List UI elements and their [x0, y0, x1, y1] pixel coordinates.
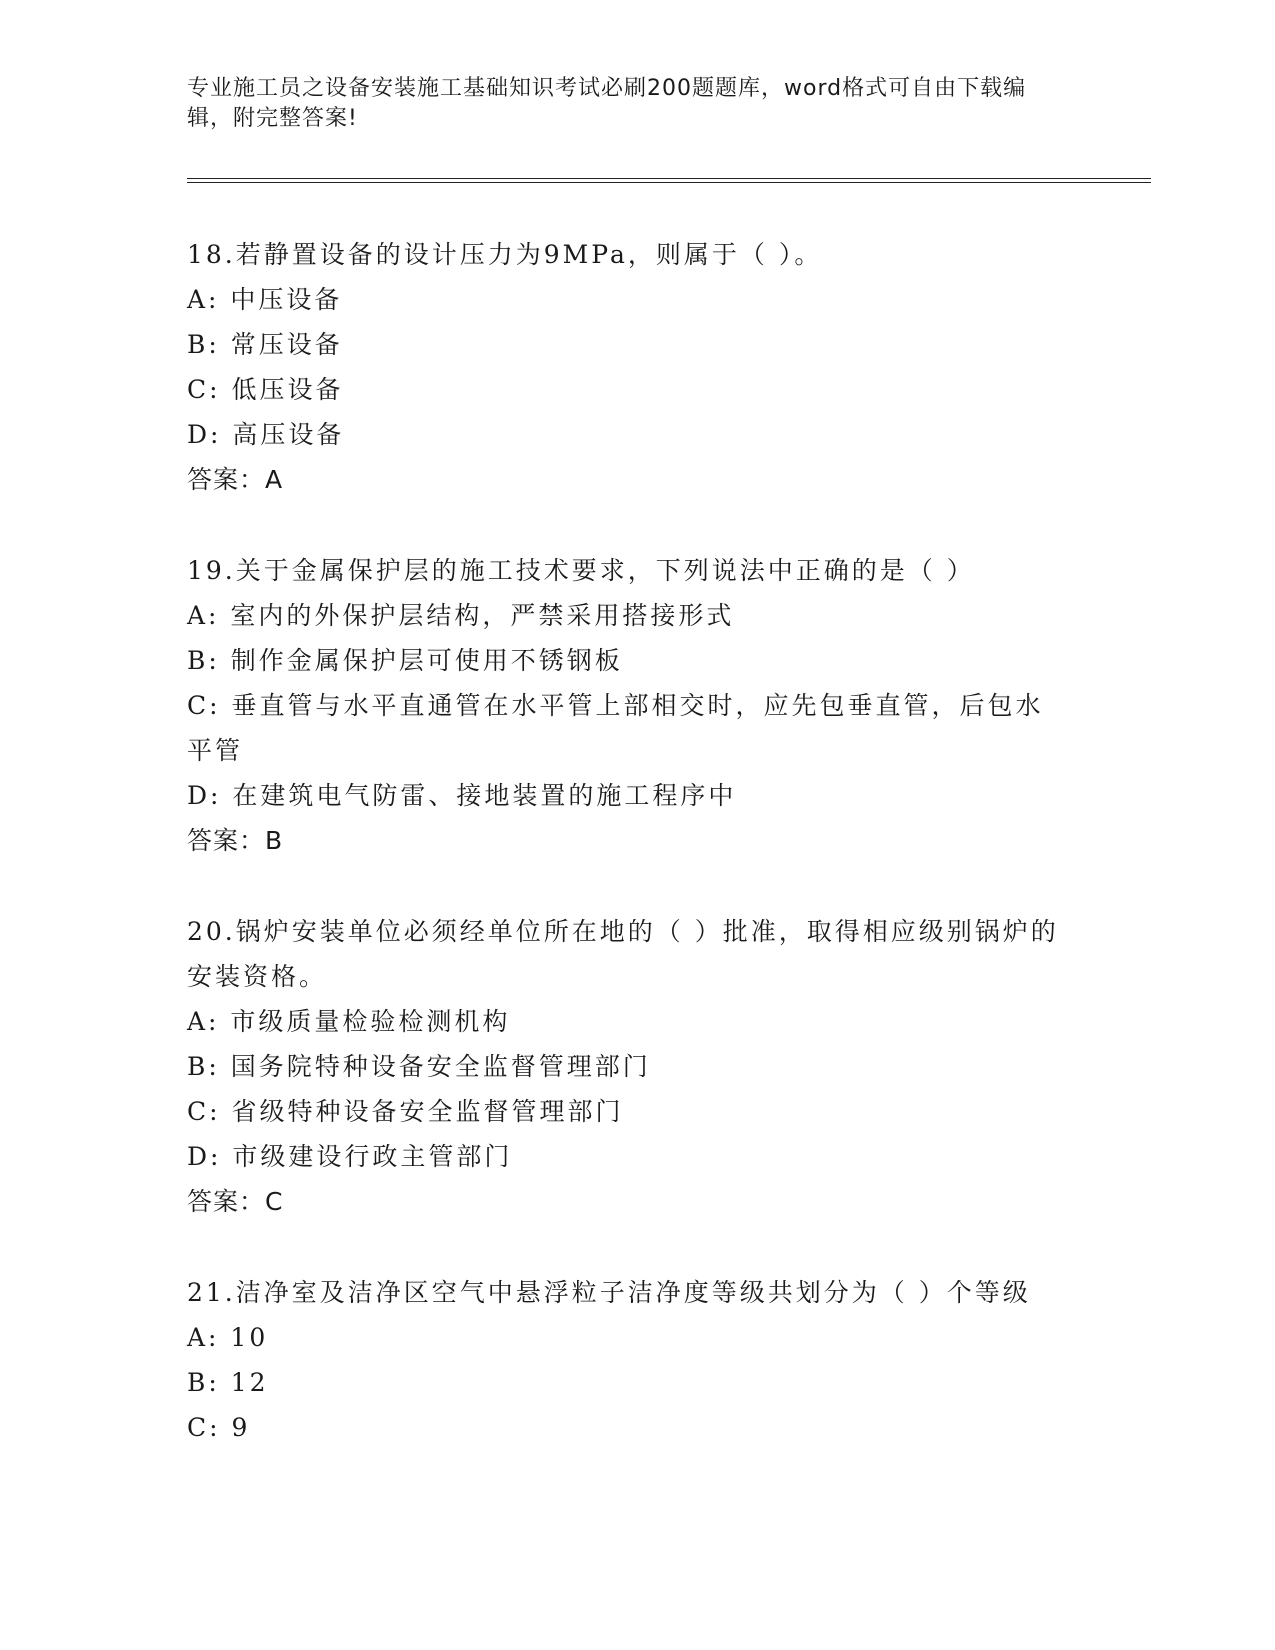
question-stem: 20.锅炉安装单位必须经单位所在地的（ ）批准，取得相应级别锅炉的安装资格。: [187, 917, 1059, 991]
option-d: D: 市级建设行政主管部门: [187, 1142, 513, 1171]
answer: 答案：A: [187, 465, 284, 494]
option-b: B: 制作金属保护层可使用不锈钢板: [187, 646, 623, 675]
option-b: B: 国务院特种设备安全监督管理部门: [187, 1052, 651, 1081]
question-stem: 21.洁净室及洁净区空气中悬浮粒子洁净度等级共划分为（ ）个等级: [187, 1278, 1031, 1307]
question-20: [187, 909, 1067, 1224]
document-header: 专业施工员之设备安装施工基础知识考试必刷200题题库，word格式可自由下载编辑，附完整答案!: [187, 76, 1027, 131]
question-stem: 18.若静置设备的设计压力为9MPa，则属于（ ）。: [187, 240, 823, 269]
option-b: B: 12: [187, 1368, 269, 1397]
header-divider: [187, 178, 1151, 183]
option-a: A: 市级质量检验检测机构: [187, 1007, 511, 1036]
option-b: B: 常压设备: [187, 330, 343, 359]
question-19: [187, 548, 1067, 863]
question-18: [187, 232, 1067, 502]
option-d: D: 高压设备: [187, 420, 345, 449]
answer: 答案：C: [187, 1187, 284, 1216]
option-c: C: 9: [187, 1413, 251, 1442]
question-stem: 19.关于金属保护层的施工技术要求，下列说法中正确的是（ ）: [187, 556, 975, 585]
answer: 答案：B: [187, 826, 284, 855]
question-21: [187, 1270, 1067, 1450]
option-c: C: 省级特种设备安全监督管理部门: [187, 1097, 624, 1126]
option-c: C: 垂直管与水平直通管在水平管上部相交时，应先包垂直管，后包水平管: [187, 691, 1044, 765]
question-list: [187, 232, 1067, 1496]
option-a: A: 室内的外保护层结构，严禁采用搭接形式: [187, 601, 735, 630]
option-a: A: 10: [187, 1323, 269, 1352]
option-a: A: 中压设备: [187, 285, 343, 314]
option-d: D: 在建筑电气防雷、接地装置的施工程序中: [187, 781, 737, 810]
option-c: C: 低压设备: [187, 375, 344, 404]
